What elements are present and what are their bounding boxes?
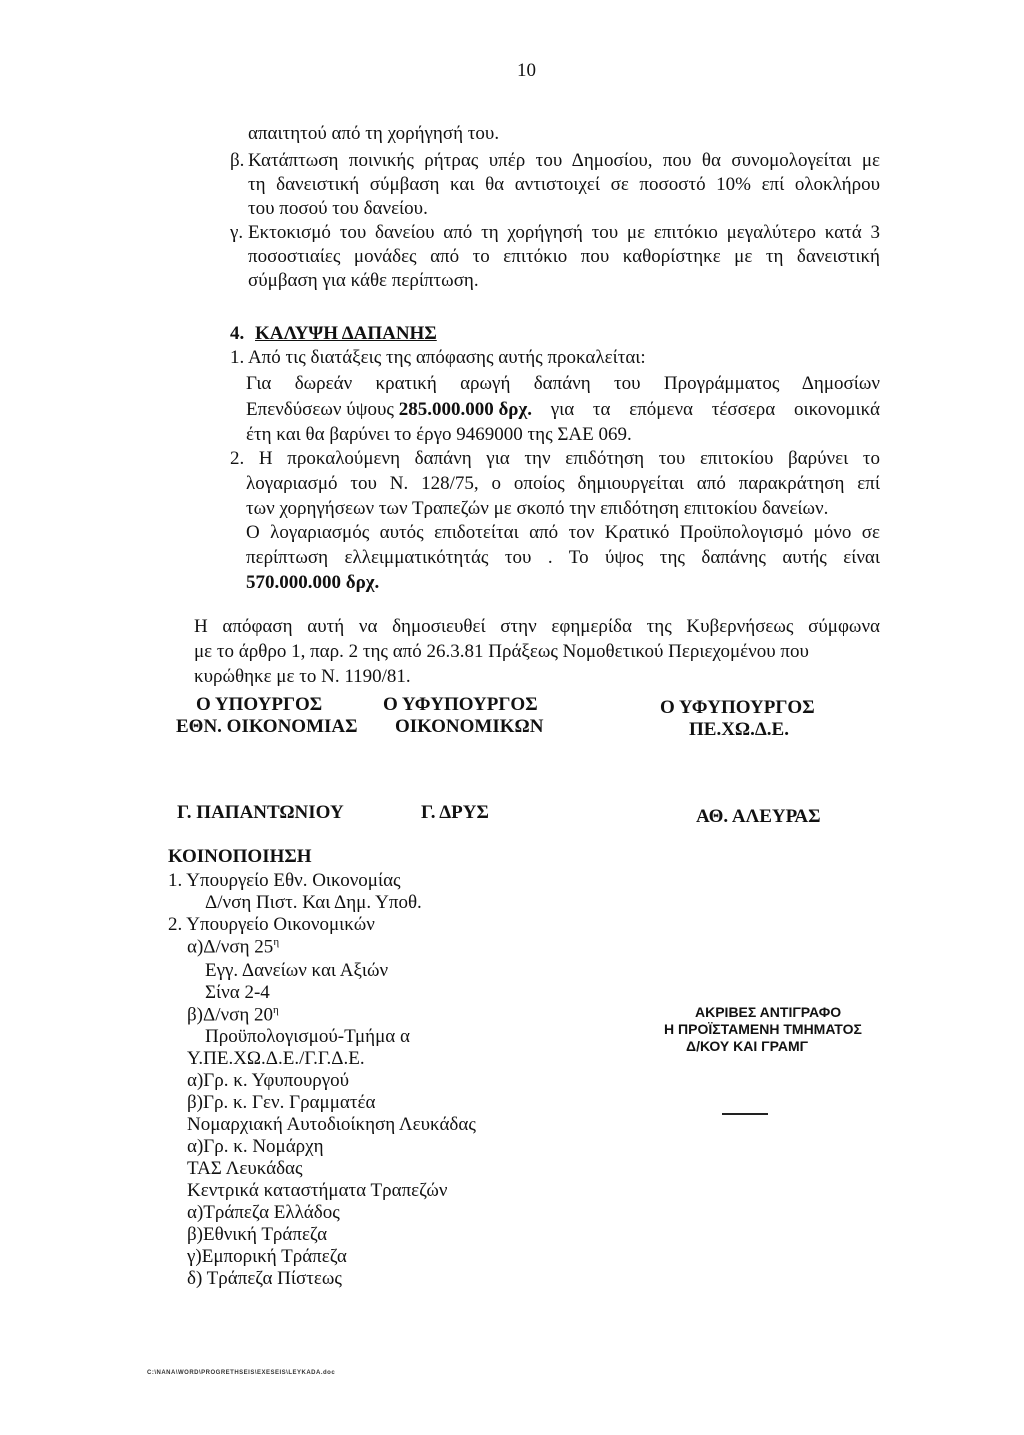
signatory-2-name: Γ. ΔΡΥΣ bbox=[421, 802, 489, 823]
distribution-line: β)Γρ. κ. Γεν. Γραμματέα bbox=[187, 1092, 376, 1113]
certification-line-3: Δ/ΚΟΥ ΚΑΙ ΓΡΑΜΓ bbox=[686, 1038, 809, 1054]
item-1-line-1: 1. Από τις διατάξεις της απόφασης αυτής προκαλείται: bbox=[230, 347, 646, 368]
section-title: ΚΑΛΥΨΗ ΔΑΠΑΝΗΣ bbox=[255, 323, 437, 344]
signatory-2-ministry: ΟΙΚΟΝΟΜΙΚΩΝ bbox=[395, 716, 544, 737]
distribution-line: Νομαρχιακή Αυτοδιοίκηση Λευκάδας bbox=[187, 1114, 476, 1135]
publication-line-2: με το άρθρο 1, παρ. 2 της από 26.3.81 Πράξεως Νομοθετικού Περιεχομένου που bbox=[194, 641, 809, 662]
signatory-1-ministry: ΕΘΝ. ΟΙΚΟΝΟΜΙΑΣ bbox=[176, 716, 358, 737]
page-number: 10 bbox=[517, 60, 536, 81]
signatory-3-title: Ο ΥΦΥΠΟΥΡΓΟΣ bbox=[660, 697, 815, 718]
item-1-line-3 bbox=[246, 399, 880, 422]
distribution-line: Προϋπολογισμού-Τμήμα α bbox=[205, 1026, 410, 1047]
distribution-line: 2. Υπουργείο Οικονομικών bbox=[168, 914, 375, 935]
item-b-line-2: τη δανειστική σύμβαση και θα αντιστοιχεί σε ποσοστό 10% επί ολοκλήρου bbox=[248, 174, 880, 195]
item-2-line-3: των χορηγήσεων των Τραπεζών με σκοπό την επιδότηση επιτοκίου δανείων. bbox=[246, 498, 829, 519]
item-2-line-4: Ο λογαριασμός αυτός επιδοτείται από τον Κρατικό Προϋπολογισμό μόνο σε bbox=[246, 522, 880, 543]
distribution-line bbox=[187, 936, 279, 959]
funding-suffix: για τα επόμενα τέσσερα οικονομικά bbox=[532, 399, 880, 420]
item-1-line-4: έτη και θα βαρύνει το έργο 9469000 της ΣΑΕ 069. bbox=[246, 424, 632, 445]
signatory-2-title: Ο ΥΦΥΠΟΥΡΓΟΣ bbox=[383, 694, 538, 715]
item-2-line-1: 2. Η προκαλούμενη δαπάνη για την επιδότηση του επιτοκίου βαρύνει το bbox=[230, 448, 880, 469]
distribution-line-text: β)Δ/νση 20 bbox=[187, 1004, 274, 1026]
certification-line-1: ΑΚΡΙΒΕΣ ΑΝΤΙΓΡΑΦΟ bbox=[695, 1004, 842, 1020]
distribution-line bbox=[187, 1004, 279, 1027]
certification-line-2: Η ΠΡΟΪΣΤΑΜΕΝΗ ΤΜΗΜΑΤΟΣ bbox=[664, 1021, 862, 1037]
distribution-line: Υ.ΠΕ.ΧΩ.Δ.Ε./Γ.Γ.Δ.Ε. bbox=[187, 1048, 365, 1069]
funding-amount: 285.000.000 δρχ. bbox=[398, 399, 532, 420]
distribution-line: β)Εθνική Τράπεζα bbox=[187, 1224, 328, 1245]
item-b-marker: β. bbox=[230, 150, 245, 171]
signatory-3-ministry: ΠΕ.ΧΩ.Δ.Ε. bbox=[689, 719, 789, 740]
distribution-line: γ)Εμπορική Τράπεζα bbox=[187, 1246, 347, 1267]
publication-line-1: Η απόφαση αυτή να δημοσιευθεί στην εφημερίδα της Κυβερνήσεως σύμφωνα bbox=[194, 616, 880, 637]
superscript: η bbox=[273, 936, 280, 948]
distribution-line: Σίνα 2-4 bbox=[205, 982, 270, 1003]
item-g-line-2: ποσοστιαίες μονάδες από το επιτόκιο που καθορίστηκε με τη δανειστική bbox=[248, 246, 880, 267]
distribution-line: Κεντρικά καταστήματα Τραπεζών bbox=[187, 1180, 448, 1201]
item-b-line-3: του ποσού του δανείου. bbox=[248, 198, 428, 219]
signatory-3-name: ΑΘ. ΑΛΕΥΡΑΣ bbox=[696, 806, 821, 827]
distribution-line: Εγγ. Δανείων και Αξιών bbox=[205, 960, 389, 981]
distribution-line: α)Γρ. κ. Υφυπουργού bbox=[187, 1070, 350, 1091]
signature-line bbox=[722, 1113, 768, 1115]
funding-prefix: Επενδύσεων ύψους bbox=[246, 399, 399, 420]
item-1-line-2: Για δωρεάν κρατική αρωγή δαπάνη του Προγράμματος Δημοσίων bbox=[246, 373, 880, 394]
distribution-line: ΤΑΣ Λευκάδας bbox=[187, 1158, 303, 1179]
item-2-amount: 570.000.000 δρχ. bbox=[246, 572, 380, 593]
distribution-line: α)Γρ. κ. Νομάρχη bbox=[187, 1136, 324, 1157]
publication-line-3: κυρώθηκε με το Ν. 1190/81. bbox=[194, 666, 411, 687]
distribution-line: 1. Υπουργείο Εθν. Οικονομίας bbox=[168, 870, 401, 891]
signatory-1-name: Γ. ΠΑΠΑΝΤΩΝΙΟΥ bbox=[177, 802, 344, 823]
item-2-line-2: λογαριασμό του Ν. 128/75, ο οποίος δημιουργείται από παρακράτηση επί bbox=[246, 473, 880, 494]
distribution-line: α)Τράπεζα Ελλάδος bbox=[187, 1202, 340, 1223]
item-b-line-1: Κατάπτωση ποινικής ρήτρας υπέρ του Δημοσίου, που θα συνομολογείται με bbox=[248, 150, 880, 171]
signatory-1-title: Ο ΥΠΟΥΡΓΟΣ bbox=[196, 694, 323, 715]
continuation-line: απαιτητού από τη χορήγησή του. bbox=[248, 123, 500, 144]
footer-file-path: C:\NANA\WORD\PROGRETHSEIS\EXESEIS\LEYKADA.doc bbox=[147, 1370, 336, 1376]
distribution-line: δ) Τράπεζα Πίστεως bbox=[187, 1268, 342, 1289]
distribution-line-text: α)Δ/νση 25 bbox=[187, 936, 274, 958]
superscript: η bbox=[273, 1004, 279, 1016]
distribution-line: Δ/νση Πιστ. Και Δημ. Υποθ. bbox=[205, 892, 422, 913]
item-2-line-5: περίπτωση ελλειμματικότητάς του . Το ύψος της δαπάνης αυτής είναι bbox=[246, 547, 880, 568]
item-g-line-3: σύμβαση για κάθε περίπτωση. bbox=[248, 270, 479, 291]
distribution-title: ΚΟΙΝΟΠΟΙΗΣΗ bbox=[168, 846, 312, 867]
item-g-line-1: Εκτοκισμό του δανείου από τη χορήγησή του με επιτόκιο μεγαλύτερο κατά 3 bbox=[248, 222, 880, 243]
section-number: 4. bbox=[230, 323, 245, 344]
item-g-marker: γ. bbox=[230, 222, 244, 243]
